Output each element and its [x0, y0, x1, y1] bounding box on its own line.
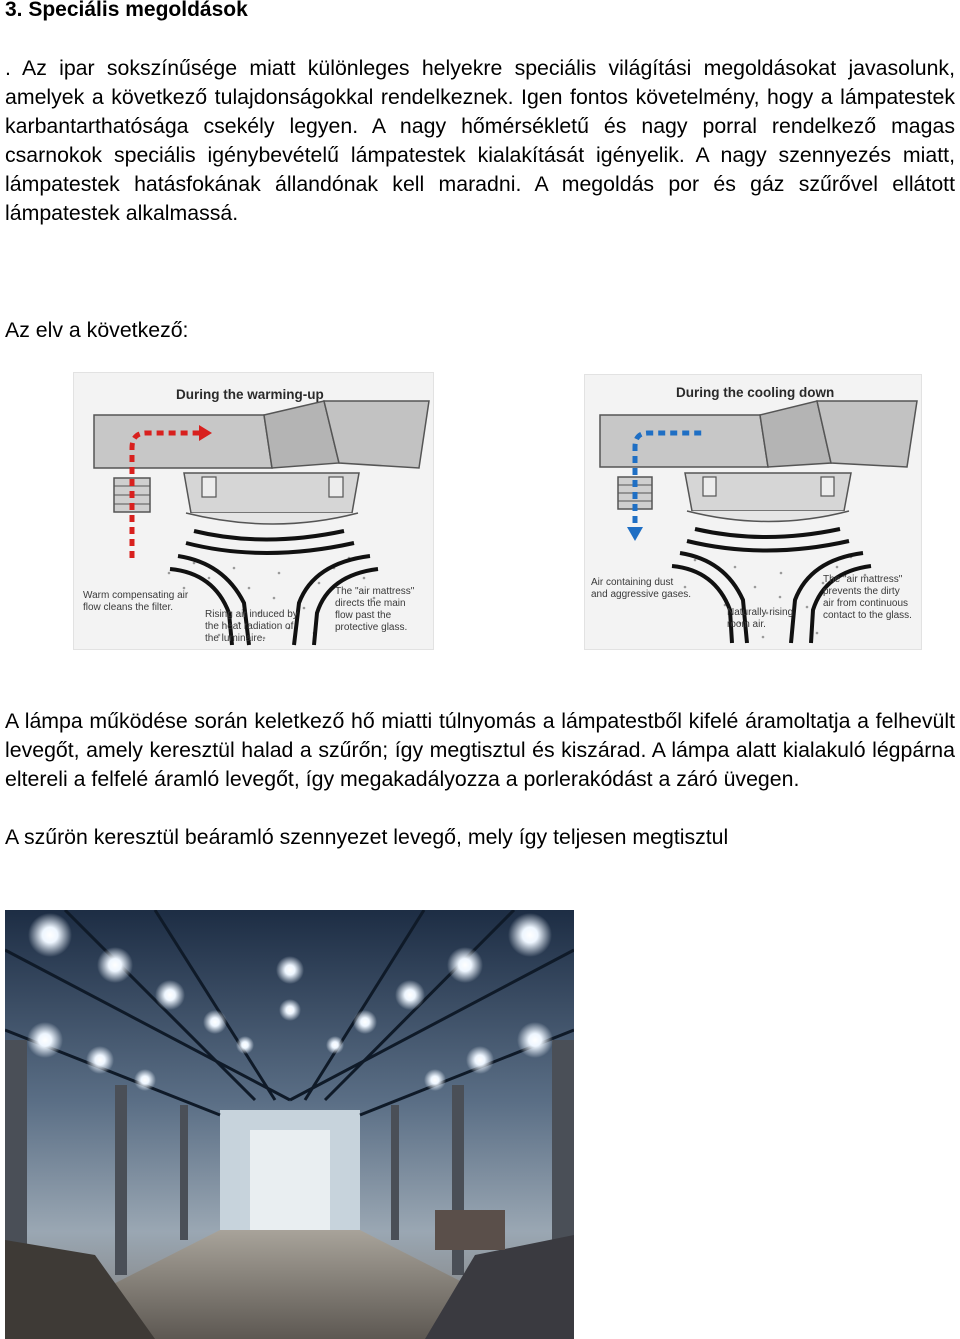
warming-up-diagram: [73, 372, 434, 650]
section-heading: 3. Speciális megoldások: [5, 0, 248, 21]
warming-note-filter: Warm compensating air flow cleans the filter.: [83, 590, 189, 613]
industrial-hall-photo: [5, 910, 574, 1339]
cooling-note-dust: Air containing dust and aggressive gases.: [591, 577, 692, 600]
industrial-hall-illustration: [5, 910, 574, 1339]
operation-paragraph: A lámpa működése során keletkező hő miatti túlnyomás a lámpatestből kifelé áramoltatja a felhevült levegőt, amely keresztül halad a szűrőn; így megtisztul és kiszárad. A lámpa alatt kialakuló légpárna eltereli a felfelé áramló levegőt, így megakadályozza a porlerakódást a záró üvegen.: [5, 709, 955, 791]
principle-intro: Az elv a következő:: [5, 318, 189, 342]
warming-note-mattress: The "air mattress" directs the main flow past the protective glass.: [335, 586, 415, 633]
warming-note-rising: Rising air induced by the heat radiation of the luminaire.: [205, 609, 298, 644]
cooling-down-diagram: [584, 374, 922, 650]
cooling-note-rising: Naturally rising room air.: [727, 607, 794, 630]
warming-title: During the warming-up: [176, 387, 324, 402]
cooling-title: During the cooling down: [676, 385, 835, 400]
intro-paragraph: . Az ipar sokszínűsége miatt különleges helyekre speciális világítási megoldásokat javasolunk, amelyek a következő tulajdonságokkal rendelkeznek. Igen fontos követelmény, hogy a lámpatestek karbantarthatósága csekély legyen. A nagy hőmérsékletű és nagy porral rendelkező magas csarnokok speciális igénybevételű lámpatestek kialakítását igényelik. A nagy szennyezés miatt, lámpatestek hatásfokának állandónak kell maradni. A megoldás por és gáz szűrővel ellátott lámpatestek alkalmassá.: [5, 56, 955, 225]
filter-paragraph: A szűrön keresztül beáramló szennyezet levegő, mely így teljesen megtisztul: [5, 825, 729, 849]
cooling-note-mattress: The "air mattress" prevents the dirty air from continuous contact to the glass.: [823, 574, 912, 621]
